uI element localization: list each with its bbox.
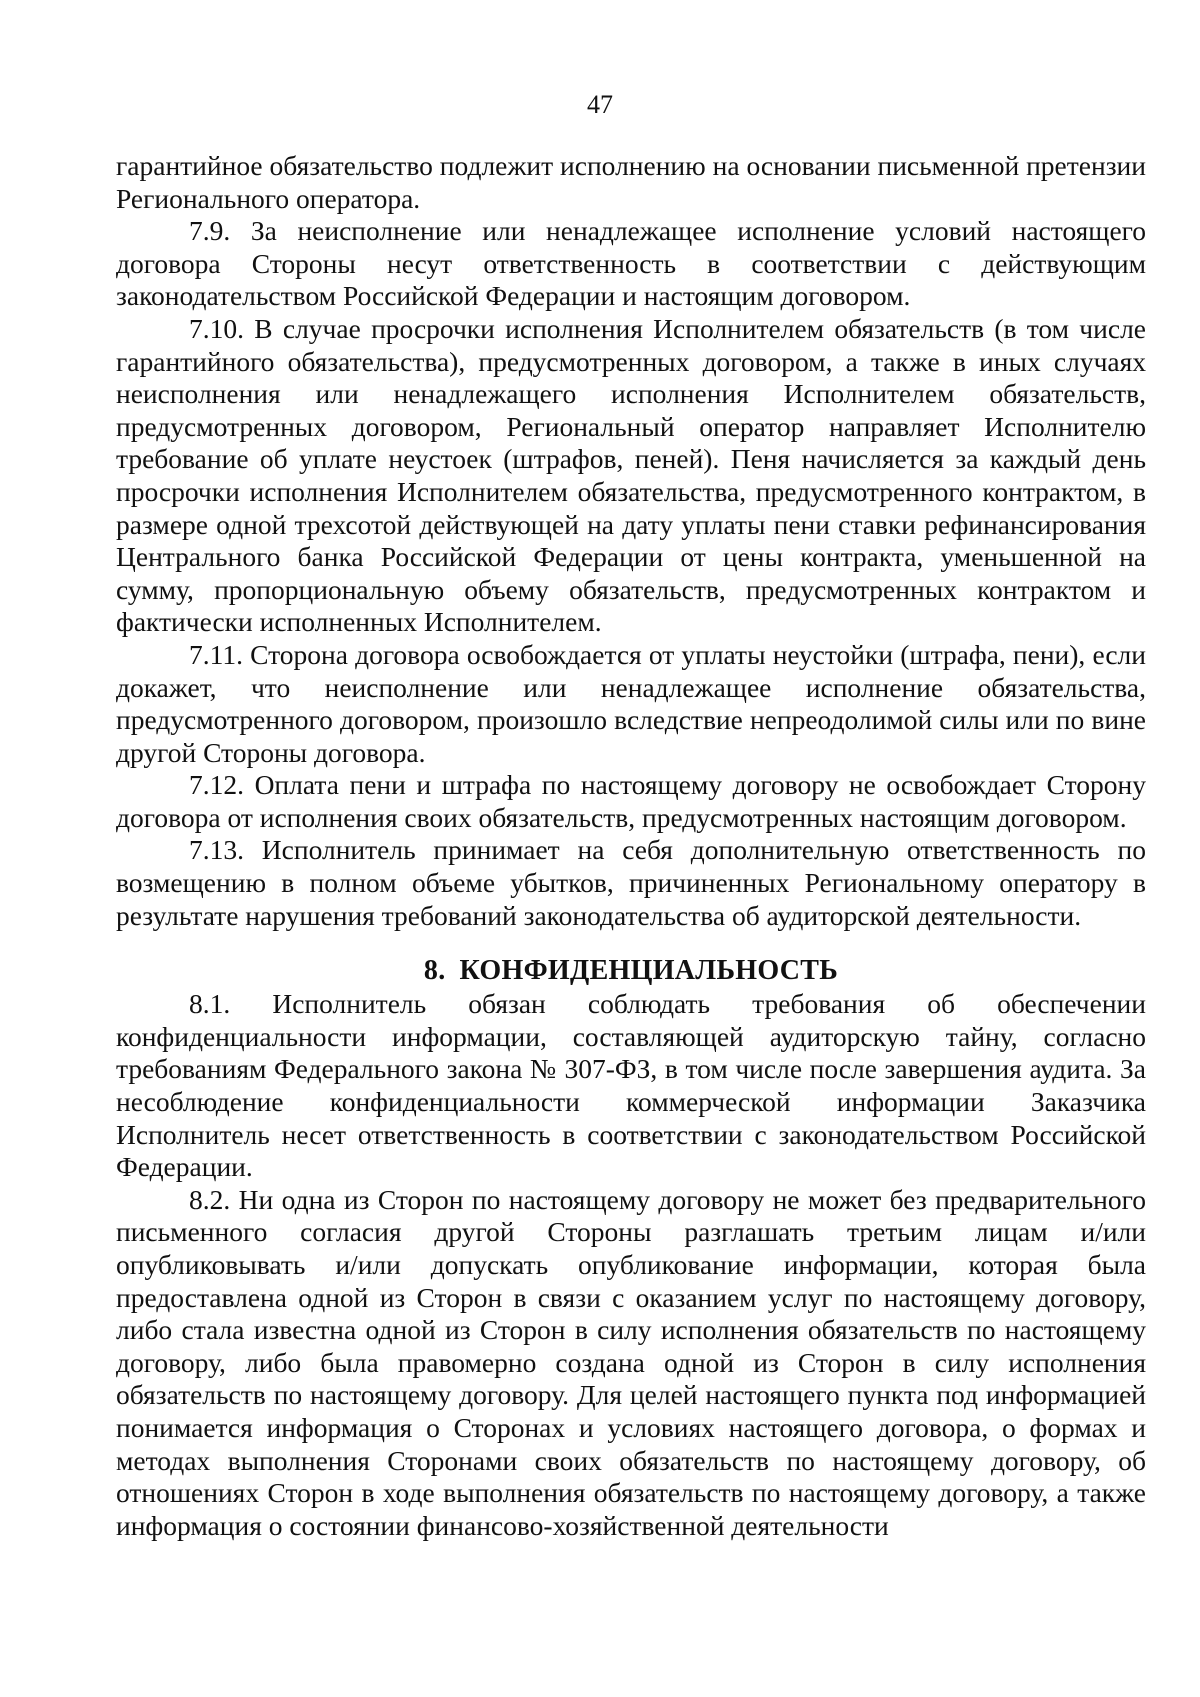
paragraph-7-13: 7.13. Исполнитель принимает на себя дополнительную ответственность по возмещению в полном объеме убытков, причиненных Региональному оператору в результате нарушения требований законодательства об аудиторской деятельности. <box>116 834 1146 931</box>
paragraph-7-12: 7.12. Оплата пени и штрафа по настоящему договору не освобождает Сторону договора от исполнения своих обязательств, предусмотренных настоящим договором. <box>116 769 1146 833</box>
paragraph-7-9: 7.9. За неисполнение или ненадлежащее исполнение условий настоящего договора Стороны несут ответственность в соответствии с действующим законодательством Российской Федерации и настоящим договором. <box>116 215 1146 312</box>
paragraph-7-10: 7.10. В случае просрочки исполнения Исполнителем обязательств (в том числе гарантийного обязательства), предусмотренных договором, а также в иных случаях неисполнения или ненадлежащего исполнения Исполнителем обязательств, предусмотренных договором, Региональный оператор направляет Исполнителю требование об уплате неустоек (штрафов, пеней). Пеня начисляется за каждый день просрочки исполнения Исполнителем обязательства, предусмотренного контрактом, в размере одной трехсотой действующей на дату уплаты пени ставки рефинансирования Центрального банка Российской Федерации от цены контракта, уменьшенной на сумму, пропорциональную объему обязательств, предусмотренных контрактом и фактически исполненных Исполнителем. <box>116 312 1146 638</box>
section-title: КОНФИДЕНЦИАЛЬНОСТЬ <box>459 955 839 987</box>
page-number: 47 <box>587 90 613 119</box>
document-body <box>116 150 1146 1542</box>
paragraph-7-11: 7.11. Сторона договора освобождается от уплаты неустойки (штрафа, пени), если докажет, что неисполнение или ненадлежащее исполнение обязательства, предусмотренного договором, произошло вследствие непреодолимой силы или по вине другой Стороны договора. <box>116 638 1146 768</box>
paragraph-8-1: 8.1. Исполнитель обязан соблюдать требования об обеспечении конфиденциальности информации, составляющей аудиторскую тайну, согласно требованиям Федерального закона № 307-ФЗ, в том числе после завершения аудита. За несоблюдение конфиденциальности коммерческой информации Заказчика Исполнитель несет ответственность в соответствии с законодательством Российской Федерации. <box>116 988 1146 1183</box>
section-number: 8. <box>423 955 446 987</box>
paragraph-8-2: 8.2. Ни одна из Сторон по настоящему договору не может без предварительного письменного согласия другой Стороны разглашать третьим лицам и/или опубликовывать и/или допускать опубликование информации, которая была предоставлена одной из Сторон в связи с оказанием услуг по настоящему договору, либо стала известна одной из Сторон в силу исполнения обязательств по настоящему договору, либо была правомерно создана одной из Сторон в силу исполнения обязательств по настоящему договору. Для целей настоящего пункта под информацией понимается информация о Сторонах и условиях настоящего договора, о формах и методах выполнения Сторонами своих обязательств по настоящему договору, об отношениях Сторон в ходе выполнения обязательств по настоящему договору, а также информация о состоянии финансово-хозяйственной деятельности <box>116 1183 1146 1541</box>
paragraph-continuation: гарантийное обязательство подлежит исполнению на основании письменной претензии Регионального оператора. <box>116 150 1146 214</box>
section-heading-8 <box>116 954 1146 988</box>
